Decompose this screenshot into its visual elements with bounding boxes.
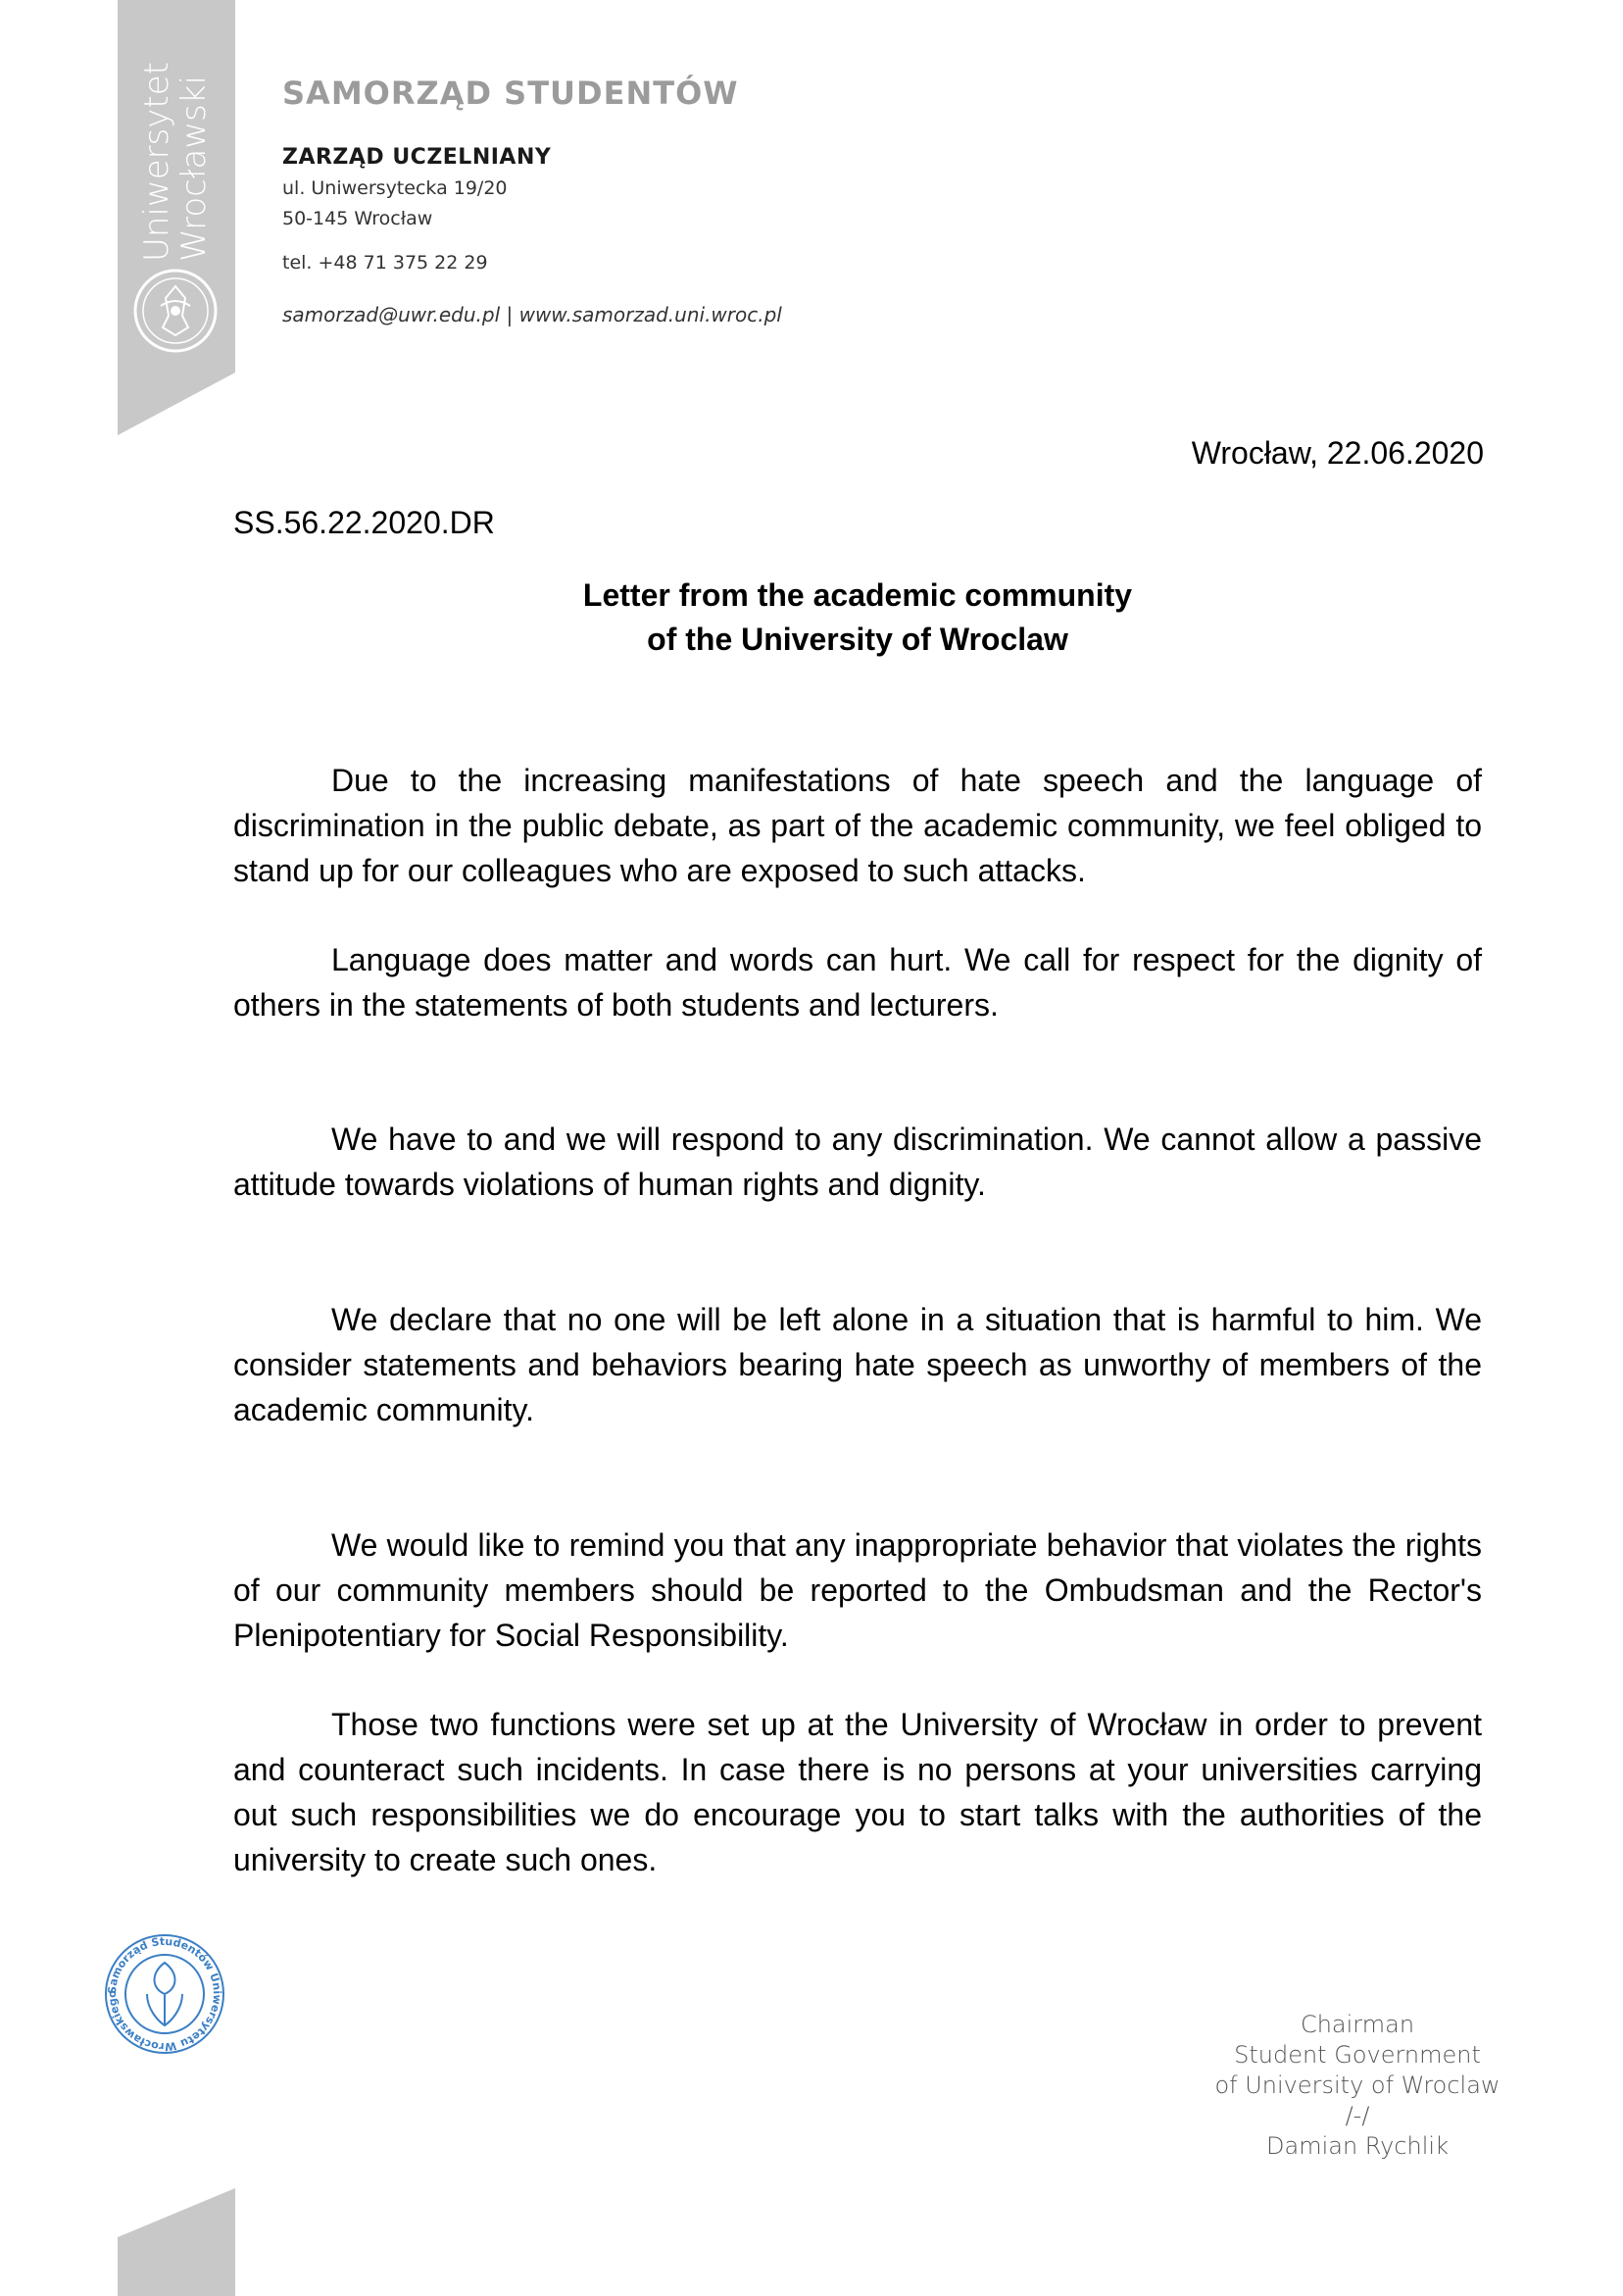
signature-university: of University of Wroclaw — [1214, 2071, 1500, 2099]
contact-line: samorzad@uwr.edu.pl | www.samorzad.uni.wroc.pl — [282, 303, 782, 326]
paragraph: We declare that no one will be left alone in a situation that is harmful to him. We consider statements and behaviors bearing hate speech as unworthy of members of the academic community. — [233, 1302, 1482, 1427]
signature-name: Damian Rychlik — [1266, 2132, 1449, 2160]
letter-title-line2: of the University of Wroclaw — [647, 622, 1068, 657]
signature-organization: Student Government — [1234, 2041, 1481, 2069]
paragraph: Those two functions were set up at the University of Wrocław in order to prevent and counteract such incidents. In case there is no persons at your universities carrying out such responsibilities we do encourage you to start talks with the authorities of the university to create such ones. — [233, 1707, 1482, 1877]
letter-title — [233, 574, 1482, 662]
sidebar-university-name — [128, 59, 222, 265]
reference-number: SS.56.22.2020.DR — [233, 505, 495, 540]
paragraph: We have to and we will respond to any discrimination. We cannot allow a passive attitude towards violations of human rights and dignity. — [233, 1122, 1482, 1202]
signature-block — [1196, 2010, 1519, 2162]
address-line2: 50-145 Wrocław — [282, 208, 433, 229]
university-emblem-icon — [131, 267, 220, 355]
sidebar-university-line1: Uniwersytet — [137, 62, 176, 262]
paragraph: We would like to remind you that any inappropriate behavior that violates the rights of our community members should be reported to the Ombudsman and the Rector's Plenipotentiary for Social Responsibility. — [233, 1527, 1482, 1653]
stamp-text: Samorząd Studentów Uniwersytetu Wrocławskiego — [105, 1934, 224, 2054]
place-date: Wrocław, 22.06.2020 — [1191, 435, 1484, 471]
org-name: SAMORZĄD STUDENTÓW — [282, 75, 739, 112]
letter-title-line1: Letter from the academic community — [582, 577, 1133, 613]
footer-corner-shape — [118, 2188, 235, 2296]
student-government-stamp-icon — [104, 1933, 225, 2055]
signature-mark: /-/ — [1345, 2102, 1370, 2129]
letterhead — [282, 75, 968, 326]
phone: tel. +48 71 375 22 29 — [282, 252, 488, 274]
board-name: ZARZĄD UCZELNIANY — [282, 145, 552, 170]
signature-role: Chairman — [1300, 2011, 1415, 2038]
paragraph: Language does matter and words can hurt. We call for respect for the dignity of others in the statements of both students and lecturers. — [233, 942, 1482, 1023]
paragraph: Due to the increasing manifestations of hate speech and the language of discrimination in the public debate, as part of the academic community, we feel obliged to stand up for our colleagues who are exposed to such attacks. — [233, 763, 1482, 888]
sidebar-university-line2: Wrocławski — [174, 75, 214, 262]
address-line1: ul. Uniwersytecka 19/20 — [282, 177, 508, 199]
